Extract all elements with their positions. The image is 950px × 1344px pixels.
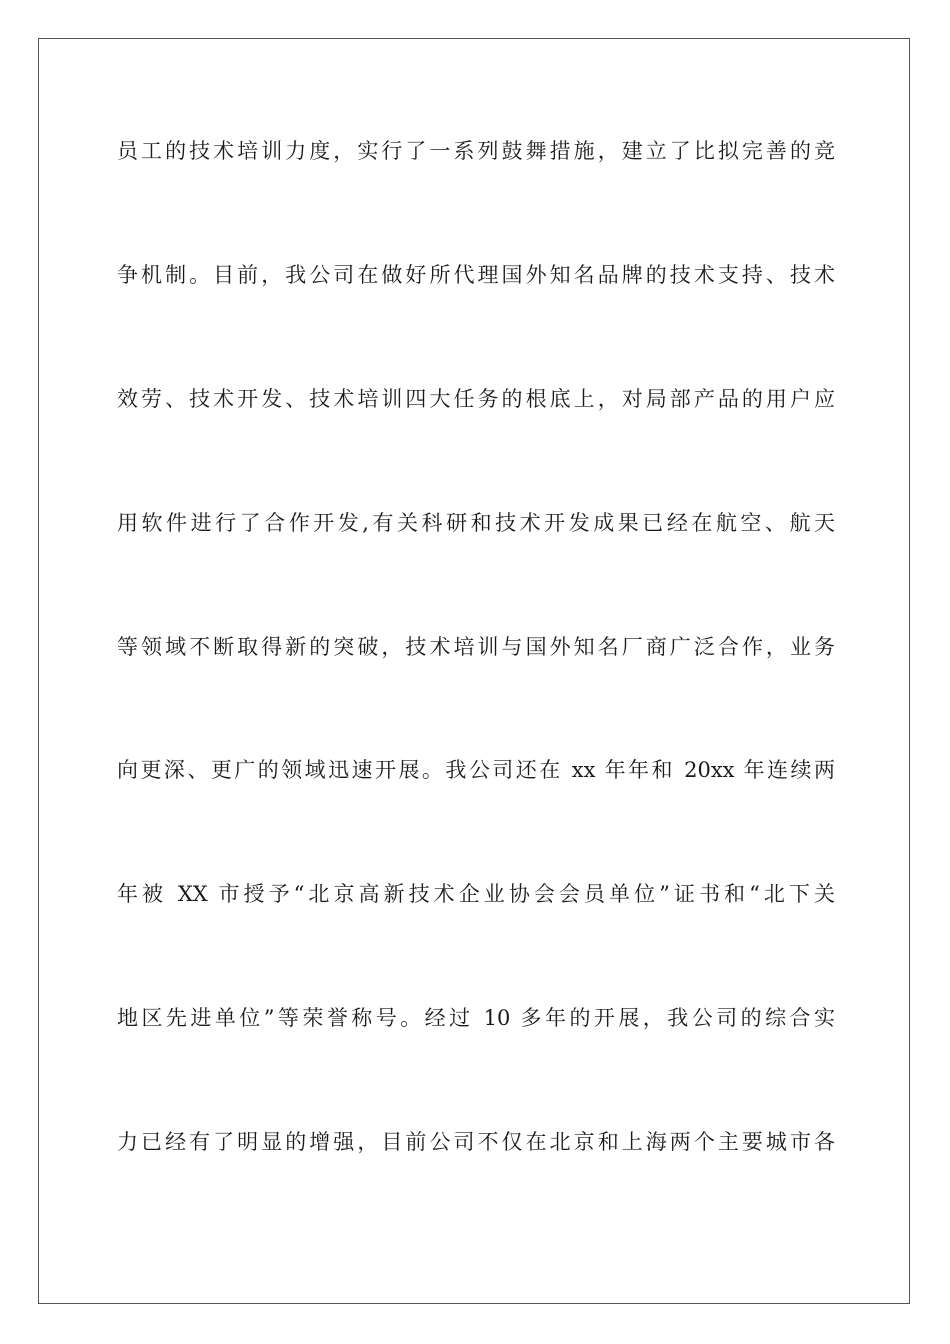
text-line-8: 地区先进单位”等荣誉称号。经过 10 多年的开展，我公司的综合实 — [117, 1006, 835, 1031]
text-line-9: 力已经有了明显的增强，目前公司不仅在北京和上海两个主要城市各 — [117, 1130, 835, 1155]
text-line-4: 用软件进行了合作开发,有关科研和技术开发成果已经在航空、航天 — [117, 510, 835, 535]
text-line-6: 向更深、更广的领域迅速开展。我公司还在 xx 年年和 20xx 年连续两 — [117, 758, 835, 783]
text-line-7: 年被 XX 市授予“北京高新技术企业协会会员单位”证书和“北下关 — [117, 882, 835, 907]
text-line-5: 等领域不断取得新的突破，技术培训与国外知名厂商广泛合作，业务 — [117, 634, 835, 659]
text-line-1: 员工的技术培训力度，实行了一系列鼓舞措施，建立了比拟完善的竞 — [117, 139, 835, 163]
document-body — [117, 131, 835, 1246]
text-line-3: 效劳、技术开发、技术培训四大任务的根底上，对局部产品的用户应 — [117, 386, 835, 411]
text-line-2: 争机制。目前，我公司在做好所代理国外知名品牌的技术支持、技术 — [117, 262, 835, 287]
